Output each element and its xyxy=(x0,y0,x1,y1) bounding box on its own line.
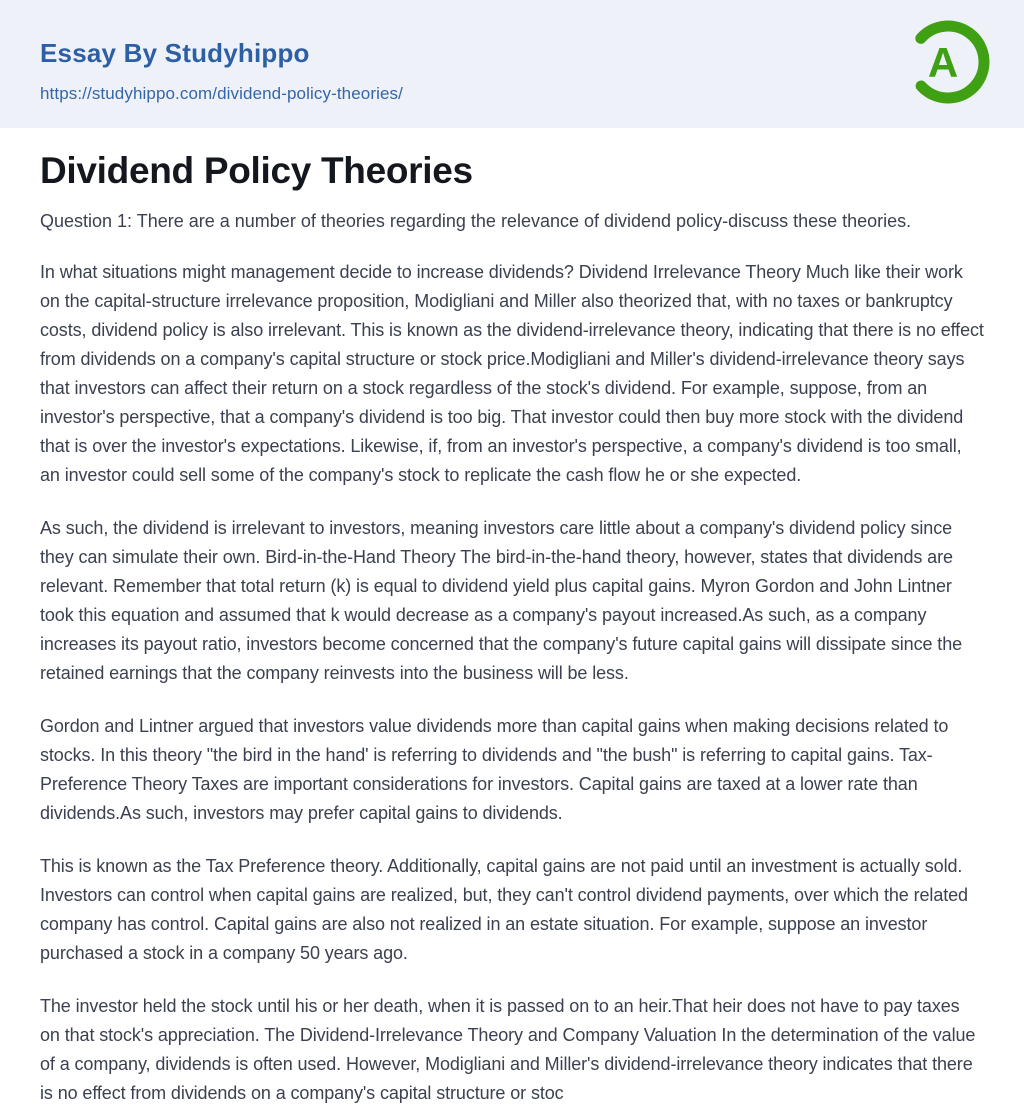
article-paragraph: In what situations might management decide to increase dividends? Dividend Irrelevance Theory Much like their work on the capital-structure irrelevance proposition, Modigliani and Miller also theorized that, with no taxes or bankruptcy costs, dividend policy is also irrelevant. This is known as the dividend-irrelevance theory, indicating that there is no effect from dividends on a company's capital structure or stock price.Modigliani and Miller's dividend-irrelevance theory says that investors can affect their return on a stock regardless of the stock's dividend. For example, suppose, from an investor's perspective, that a company's dividend is too big. That investor could then buy more stock with the dividend that is over the investor's expectations. Likewise, if, from an investor's perspective, a company's dividend is too small, an investor could sell some of the company's stock to replicate the cash flow he or she expected. xyxy=(40,262,984,485)
article xyxy=(0,128,1024,1108)
page-url-link[interactable]: https://studyhippo.com/dividend-policy-theories/ xyxy=(40,84,403,103)
studyhippo-logo-icon xyxy=(904,18,992,106)
logo-letter: A xyxy=(927,39,959,86)
article-question: Question 1: There are a number of theories regarding the relevance of dividend policy-discuss these theories. xyxy=(40,211,912,231)
page-title: Dividend Policy Theories xyxy=(40,150,473,191)
article-body xyxy=(40,258,984,1108)
article-paragraph: As such, the dividend is irrelevant to investors, meaning investors care little about a company's dividend policy since they can simulate their own. Bird-in-the-Hand Theory The bird-in-the-hand theory, however, states that dividends are relevant. Remember that total return (k) is equal to dividend yield plus capital gains. Myron Gordon and John Lintner took this equation and assumed that k would decrease as a company's payout increased.As such, as a company increases its payout ratio, investors become concerned that the company's future capital gains will dissipate since the retained earnings that the company reinvests into the business will be less. xyxy=(40,518,963,683)
page-header xyxy=(0,0,1024,128)
article-paragraph: The investor held the stock until his or her death, when it is passed on to an heir.That heir does not have to pay taxes on that stock's appreciation. The Dividend-Irrelevance Theory and Company Valuation In the determination of the value of a company, dividends is often used. However, Modigliani and Miller's dividend-irrelevance theory indicates that there is no effect from dividends on a company's capital structure or stoc xyxy=(40,996,976,1103)
article-paragraph: Gordon and Lintner argued that investors value dividends more than capital gains when making decisions related to stocks. In this theory "the bird in the hand' is referring to dividends and "the bush" is referring to capital gains. Tax-Preference Theory Taxes are important considerations for investors. Capital gains are taxed at a lower rate than dividends.As such, investors may prefer capital gains to dividends. xyxy=(40,716,949,823)
site-title: Essay By Studyhippo xyxy=(40,38,310,68)
article-paragraph: This is known as the Tax Preference theory. Additionally, capital gains are not paid until an investment is actually sold. Investors can control when capital gains are realized, but, they can't control dividend payments, over which the related company has control. Capital gains are also not realized in an estate situation. For example, suppose an investor purchased a stock in a company 50 years ago. xyxy=(40,856,968,963)
